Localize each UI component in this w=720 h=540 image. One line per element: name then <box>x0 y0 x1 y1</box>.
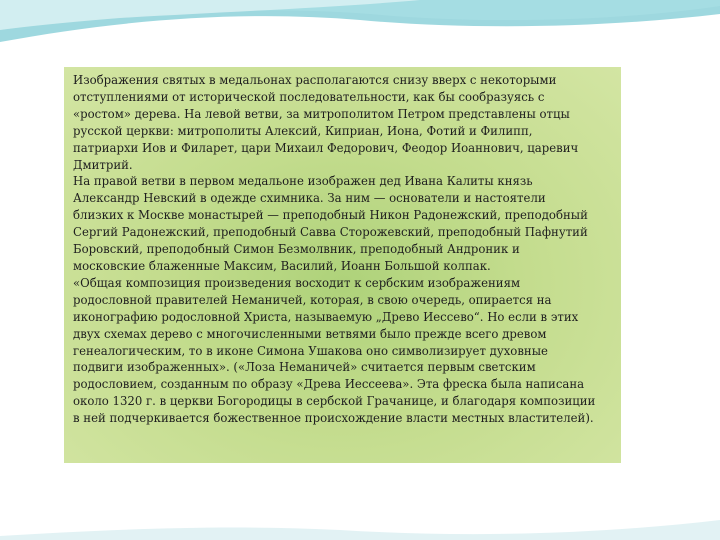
text-line: около 1320 г. в церкви Богородицы в сербской Грачанице, и благодаря композиции <box>73 394 596 409</box>
text-line: «Общая композиция произведения восходит к сербским изображениям <box>73 275 521 290</box>
text-line: подвиги изображенных». («Лоза Неманичей» считается первым светским <box>73 360 536 375</box>
text-line: Сергий Радонежский, преподобный Савва Сторожевский, преподобный Пафнутий <box>73 225 588 240</box>
text-line: русской церкви: митрополиты Алексий, Киприан, Иона, Фотий и Филипп, <box>73 123 533 138</box>
text-line: патриархи Иов и Филарет, цари Михаил Федорович, Феодор Иоаннович, царевич <box>73 140 579 155</box>
text-line: Изображения святых в медальонах располагаются снизу вверх с некоторыми <box>73 73 557 87</box>
text-line: «ростом» дерева. На левой ветви, за митрополитом Петром представлены отцы <box>73 106 570 121</box>
text-line: двух схемах дерево с многочисленными ветвями было прежде всего древом <box>73 326 547 341</box>
text-line: в ней подчеркивается божественное происхождение власти местных властителей). <box>73 411 594 426</box>
text-line: Боровский, преподобный Симон Безмолвник, преподобный Андроник и <box>73 242 520 257</box>
text-line: Дмитрий. <box>73 157 133 172</box>
text-line: На правой ветви в первом медальоне изображен дед Ивана Калиты князь <box>73 174 533 189</box>
text-line: генеалогическим, то в иконе Симона Ушакова оно символизирует духовные <box>73 343 548 358</box>
text-line: иконографию родословной Христа, называемую „Древо Иессево“. Но если в этих <box>73 309 579 324</box>
text-line: родословием, созданным по образу «Древа Иессеева». Эта фреска была написана <box>73 377 585 392</box>
text-line: родословной правителей Неманичей, которая, в свою очередь, опирается на <box>73 292 552 307</box>
text-line: Александр Невский в одежде схимника. За ним — основатели и настоятели <box>73 191 546 206</box>
text-line: близких к Москве монастырей — преподобный Никон Радонежский, преподобный <box>73 208 588 223</box>
body-text <box>73 72 613 427</box>
text-line: отступлениями от исторической последовательности, как бы сообразуясь с <box>73 89 545 104</box>
text-content-box <box>64 67 621 463</box>
text-line: московские блаженные Максим, Василий, Иоанн Большой колпак. <box>73 258 491 273</box>
